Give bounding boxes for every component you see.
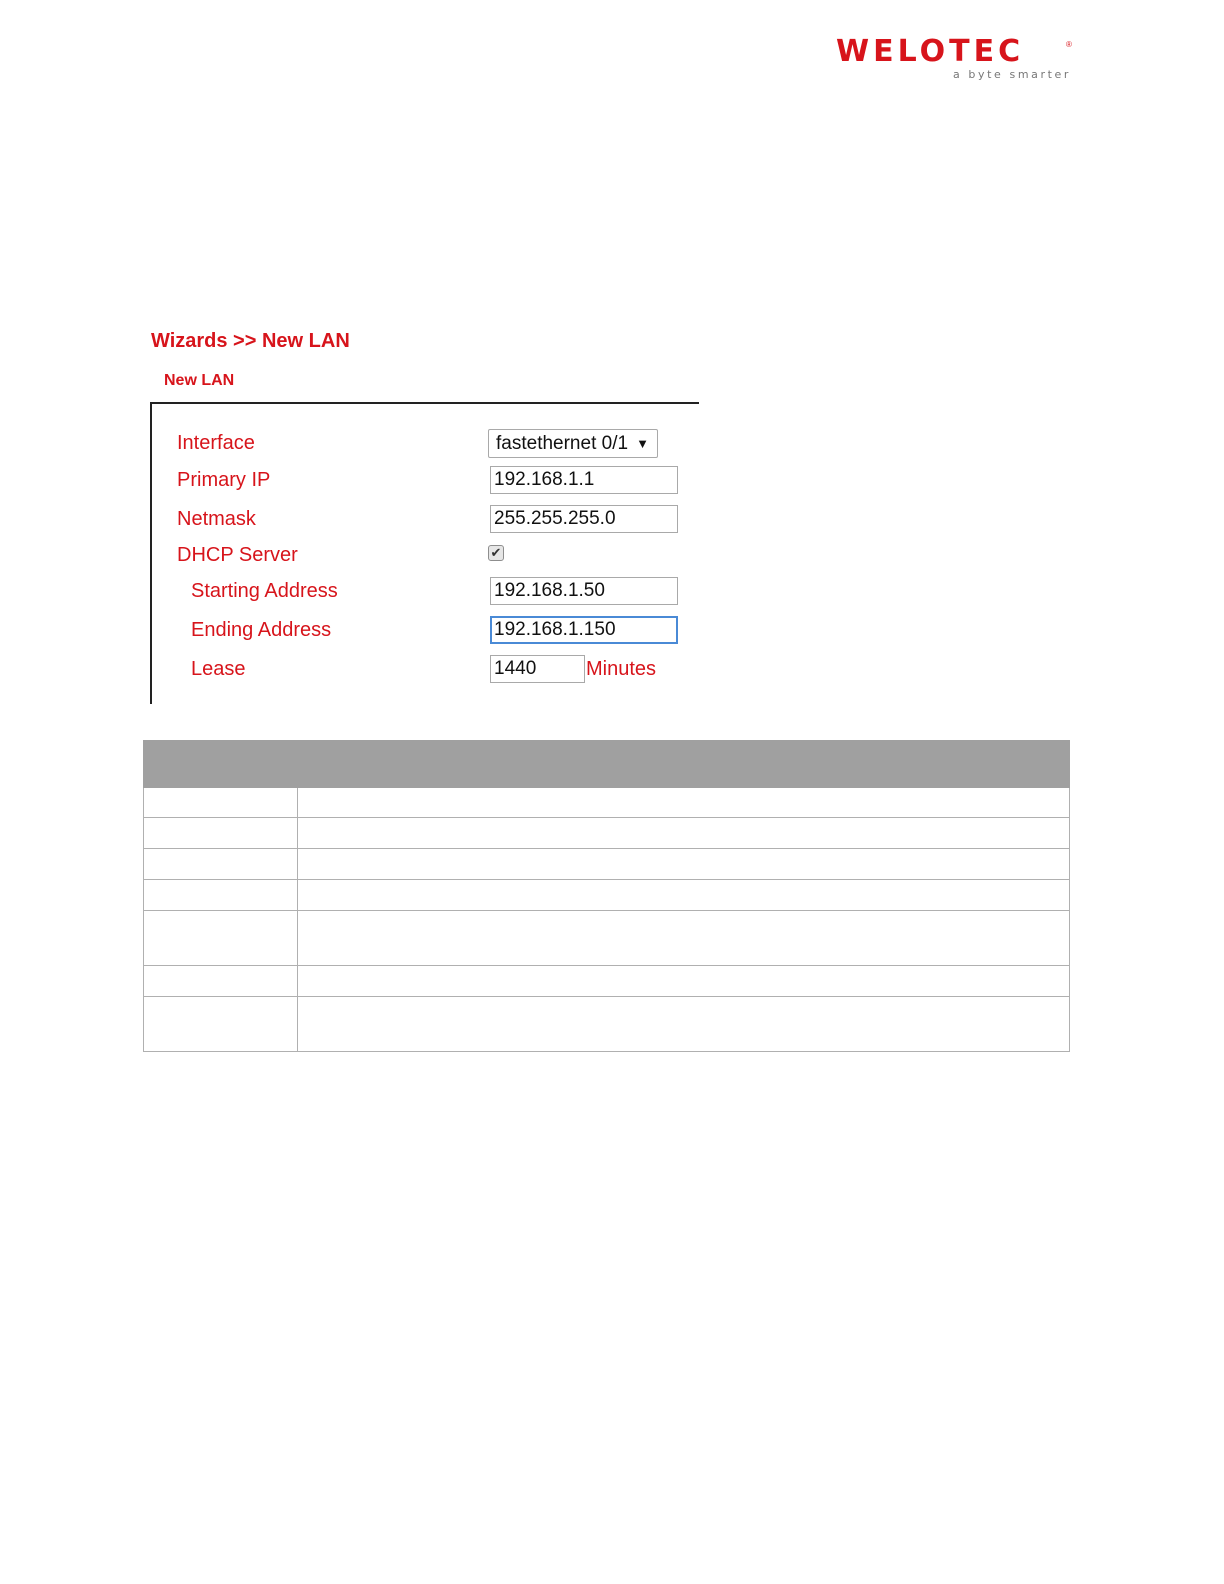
table-header-row xyxy=(144,741,1070,788)
netmask-input[interactable]: 255.255.255.0 xyxy=(490,505,678,533)
starting-address-label: Starting Address xyxy=(191,580,338,602)
registered-mark: ® xyxy=(1066,40,1072,49)
starting-address-input[interactable]: 192.168.1.50 xyxy=(490,577,678,605)
table-cell xyxy=(144,788,298,818)
table-row xyxy=(144,818,1070,849)
table-cell xyxy=(298,788,1070,818)
table-cell xyxy=(144,997,298,1052)
checkmark-icon: ✔ xyxy=(490,545,502,560)
table-cell xyxy=(298,880,1070,911)
table-cell xyxy=(298,997,1070,1052)
table-row xyxy=(144,997,1070,1052)
parameter-table xyxy=(143,740,1070,1052)
interface-select[interactable] xyxy=(488,429,658,458)
logo-wordmark: WELOTEC xyxy=(836,34,1025,69)
interface-label: Interface xyxy=(177,432,255,454)
dropdown-arrow-icon: ▼ xyxy=(636,436,649,451)
lease-input[interactable]: 1440 xyxy=(490,655,585,683)
table-header-cell xyxy=(144,741,1070,788)
dhcp-server-label: DHCP Server xyxy=(177,544,298,566)
table-cell xyxy=(144,849,298,880)
table-row xyxy=(144,911,1070,966)
lease-label: Lease xyxy=(191,658,246,680)
ending-address-input[interactable]: 192.168.1.150 xyxy=(490,616,678,644)
table-cell xyxy=(298,966,1070,997)
dhcp-server-checkbox[interactable] xyxy=(488,545,504,561)
table-cell xyxy=(144,911,298,966)
table-cell xyxy=(144,966,298,997)
table-cell xyxy=(144,880,298,911)
table-row xyxy=(144,849,1070,880)
primary-ip-input[interactable]: 192.168.1.1 xyxy=(490,466,678,494)
breadcrumb: Wizards >> New LAN xyxy=(151,330,350,352)
brand-logo xyxy=(836,34,1072,84)
table-cell xyxy=(298,911,1070,966)
section-title: New LAN xyxy=(164,372,235,389)
table-row xyxy=(144,966,1070,997)
primary-ip-label: Primary IP xyxy=(177,469,271,491)
table-row xyxy=(144,880,1070,911)
table-cell xyxy=(298,849,1070,880)
table-row xyxy=(144,788,1070,818)
table-cell xyxy=(144,818,298,849)
interface-select-value: fastethernet 0/1 xyxy=(496,433,629,454)
table-cell xyxy=(298,818,1070,849)
lease-unit-label: Minutes xyxy=(586,658,657,680)
ending-address-label: Ending Address xyxy=(191,619,332,641)
logo-tagline: a byte smarter xyxy=(953,68,1072,81)
netmask-label: Netmask xyxy=(177,508,256,530)
